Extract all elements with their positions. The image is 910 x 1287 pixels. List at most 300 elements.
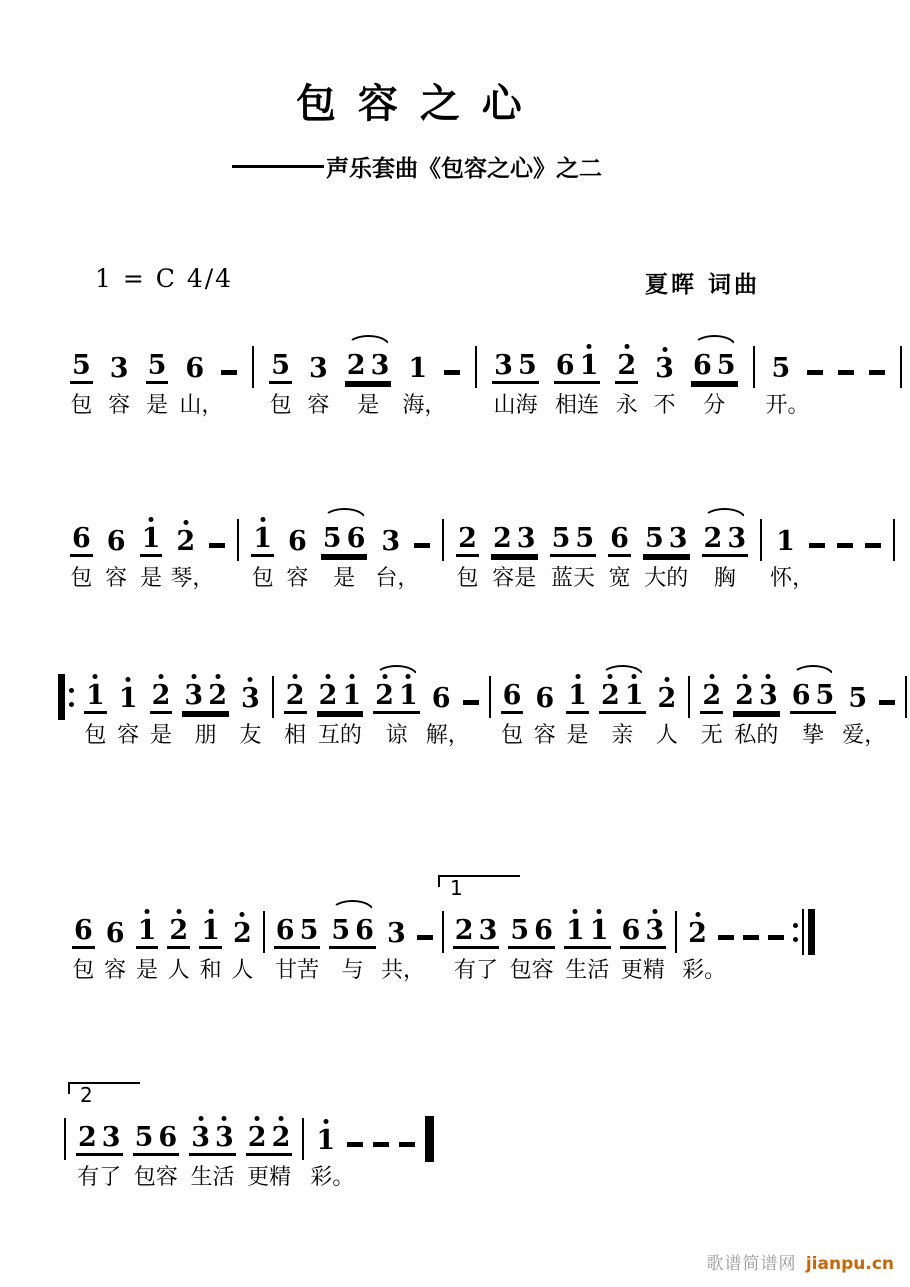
note-row bbox=[221, 346, 237, 384]
slur-space bbox=[385, 895, 408, 911]
note-digit: 5 bbox=[815, 680, 835, 711]
note bbox=[253, 525, 272, 552]
note-digit: 5 bbox=[644, 523, 664, 554]
note-digit: 6 bbox=[791, 680, 811, 711]
lyric: 包 bbox=[456, 566, 479, 591]
note-row bbox=[379, 519, 402, 557]
duration-dash bbox=[347, 1102, 363, 1202]
subtitle bbox=[232, 150, 602, 183]
beam-group bbox=[321, 525, 368, 557]
note-row bbox=[442, 519, 444, 557]
barline-mark bbox=[489, 676, 491, 718]
note bbox=[704, 525, 723, 552]
lyric: 有了 bbox=[77, 1165, 122, 1190]
note bbox=[176, 528, 195, 555]
note-group bbox=[286, 503, 309, 603]
score-line-4 bbox=[72, 876, 815, 995]
octave-dot bbox=[695, 912, 700, 917]
beam-group bbox=[284, 682, 307, 714]
lyric: 包 bbox=[70, 393, 93, 418]
note-digit: 5 bbox=[716, 350, 736, 381]
slur-space bbox=[263, 895, 265, 911]
note-digit: 1 bbox=[118, 683, 138, 714]
note-group bbox=[146, 330, 169, 430]
note-row bbox=[807, 346, 823, 384]
barline bbox=[688, 660, 690, 760]
note-row bbox=[209, 519, 225, 557]
note-group bbox=[691, 330, 738, 430]
lyric: 是 bbox=[135, 958, 158, 983]
slur-space bbox=[809, 503, 825, 519]
note-row bbox=[140, 519, 163, 557]
slur-space bbox=[70, 503, 93, 519]
beam-group bbox=[770, 355, 793, 384]
beam-group bbox=[501, 682, 524, 714]
slur-space bbox=[656, 660, 679, 676]
note-group bbox=[239, 660, 262, 760]
slur-space bbox=[554, 330, 601, 346]
octave-dot bbox=[93, 674, 98, 679]
dash-mark bbox=[865, 543, 881, 548]
note-group bbox=[70, 330, 93, 430]
lyric: 包 bbox=[72, 958, 95, 983]
thick-bar bbox=[58, 674, 65, 720]
beam-group bbox=[456, 525, 479, 557]
note-digit: 1 bbox=[342, 680, 362, 711]
beam-group bbox=[136, 917, 159, 949]
beam-group bbox=[643, 525, 690, 557]
note-group bbox=[643, 503, 690, 603]
slur-space bbox=[533, 660, 556, 676]
beam-group bbox=[733, 682, 780, 714]
note-row bbox=[869, 346, 885, 384]
beam-group bbox=[345, 352, 392, 384]
note-group bbox=[682, 895, 727, 995]
slur-space bbox=[475, 330, 477, 346]
note-row bbox=[399, 1118, 415, 1156]
note-digit: 2 bbox=[285, 680, 305, 711]
duration-dash bbox=[743, 895, 759, 995]
note-digit: 5 bbox=[72, 350, 91, 381]
note-group bbox=[117, 660, 140, 760]
note-row bbox=[554, 346, 601, 384]
slur-space bbox=[743, 895, 759, 911]
note bbox=[535, 685, 554, 712]
octave-dot bbox=[191, 674, 196, 679]
note bbox=[568, 682, 587, 709]
note-row bbox=[599, 676, 646, 714]
note-digit: 1 bbox=[579, 350, 599, 381]
note bbox=[86, 682, 105, 709]
barline-mark bbox=[302, 1118, 304, 1160]
note-digit: 6 bbox=[610, 523, 629, 554]
note-row bbox=[252, 346, 254, 384]
slur-space bbox=[608, 503, 631, 519]
slur-space bbox=[406, 330, 429, 346]
dash-mark bbox=[444, 370, 460, 375]
note-digit: 3 bbox=[308, 353, 328, 384]
lyric: 无 bbox=[700, 723, 723, 748]
lyric: 人 bbox=[167, 958, 190, 983]
note bbox=[556, 352, 575, 379]
note-row bbox=[174, 519, 197, 557]
note-group bbox=[136, 895, 159, 995]
note bbox=[158, 1124, 177, 1151]
beam-group bbox=[117, 685, 140, 714]
note-row bbox=[329, 911, 376, 949]
note-row bbox=[793, 911, 815, 949]
note-group bbox=[274, 895, 321, 995]
duration-dash bbox=[444, 330, 460, 430]
slur-space bbox=[879, 660, 895, 676]
note-digit: 2 bbox=[688, 918, 707, 949]
note-row bbox=[643, 519, 690, 557]
slur-space bbox=[620, 895, 667, 911]
barline bbox=[442, 503, 444, 603]
duration-dash bbox=[869, 330, 885, 430]
note-group bbox=[491, 503, 538, 603]
note bbox=[566, 917, 585, 944]
note-digit: 5 bbox=[299, 915, 319, 946]
note-digit: 1 bbox=[316, 1125, 336, 1156]
note bbox=[72, 352, 91, 379]
note bbox=[208, 682, 227, 709]
slur-space bbox=[865, 503, 881, 519]
note bbox=[288, 528, 307, 555]
note-row bbox=[508, 911, 555, 949]
slur-space bbox=[221, 330, 237, 346]
barline bbox=[237, 503, 239, 603]
lyric: 和 bbox=[199, 958, 222, 983]
duration-dash bbox=[399, 1102, 415, 1202]
slur-space bbox=[252, 330, 254, 346]
slur-space bbox=[768, 895, 784, 911]
note bbox=[717, 352, 736, 379]
note-digit: 2 bbox=[617, 350, 637, 381]
lyric: 相连 bbox=[555, 393, 600, 418]
dash-mark bbox=[879, 700, 895, 705]
lyric: 大的 bbox=[644, 566, 689, 591]
note-row bbox=[700, 676, 723, 714]
note bbox=[241, 685, 260, 712]
beam-group bbox=[269, 352, 292, 384]
note-group bbox=[608, 503, 631, 603]
duration-dash bbox=[837, 503, 853, 603]
slur-space bbox=[444, 330, 460, 346]
barline bbox=[675, 895, 677, 995]
slur-space bbox=[599, 660, 646, 676]
note-group bbox=[620, 895, 667, 995]
slur-space bbox=[286, 503, 309, 519]
note-row bbox=[117, 676, 140, 714]
note-digit: 5 bbox=[331, 915, 351, 946]
note-row bbox=[492, 346, 539, 384]
slur-space bbox=[272, 660, 274, 676]
note bbox=[645, 917, 664, 944]
note-digit: 6 bbox=[502, 680, 522, 711]
note-row bbox=[463, 676, 479, 714]
lyric: 是 bbox=[333, 566, 356, 591]
slur-space bbox=[688, 660, 690, 676]
note-group bbox=[702, 503, 749, 603]
slur-space bbox=[760, 503, 762, 519]
note bbox=[316, 1127, 335, 1154]
note bbox=[106, 920, 125, 947]
dash-mark bbox=[347, 1142, 363, 1147]
note bbox=[645, 525, 664, 552]
note-row bbox=[444, 346, 460, 384]
note-digit: 2 bbox=[346, 350, 366, 381]
note-digit: 5 bbox=[147, 350, 167, 381]
note-digit: 5 bbox=[510, 915, 530, 946]
note-digit: 6 bbox=[105, 918, 125, 949]
duration-dash bbox=[879, 660, 895, 760]
note-row bbox=[167, 911, 190, 949]
lyric: 朋 bbox=[194, 723, 217, 748]
beam-group bbox=[564, 917, 611, 949]
lyric: 包容 bbox=[509, 958, 554, 983]
note-row bbox=[373, 1118, 389, 1156]
octave-dot bbox=[586, 344, 591, 349]
note-group bbox=[321, 503, 368, 603]
note bbox=[138, 917, 157, 944]
note bbox=[655, 355, 674, 382]
beam-group bbox=[76, 1124, 123, 1156]
note-group bbox=[246, 1102, 293, 1202]
beam-group bbox=[620, 917, 667, 949]
note-row bbox=[430, 676, 453, 714]
note bbox=[347, 352, 366, 379]
note bbox=[142, 525, 161, 552]
slur-space bbox=[373, 660, 420, 676]
note-row bbox=[70, 346, 93, 384]
slur-arc bbox=[331, 900, 374, 911]
slur-space bbox=[837, 503, 853, 519]
note-digit: 6 bbox=[621, 915, 641, 946]
note-digit: 1 bbox=[141, 523, 161, 554]
note-row bbox=[475, 346, 477, 384]
note-row bbox=[284, 676, 307, 714]
octave-dot bbox=[406, 674, 411, 679]
beam-group bbox=[133, 1124, 180, 1156]
octave-dot bbox=[198, 1116, 203, 1121]
lyric: 怀， bbox=[770, 566, 815, 591]
note-digit: 6 bbox=[534, 915, 553, 946]
score-line-2 bbox=[70, 503, 895, 603]
slur-space bbox=[70, 330, 93, 346]
beam-group bbox=[790, 682, 837, 714]
note-digit: 6 bbox=[555, 350, 575, 381]
volta-label: 2 bbox=[80, 1083, 93, 1107]
lyric: 容 bbox=[286, 566, 309, 591]
octave-dot bbox=[126, 677, 131, 682]
beam-group bbox=[84, 682, 107, 714]
duration-dash bbox=[807, 330, 823, 430]
note-digit: 2 bbox=[375, 680, 394, 711]
note bbox=[371, 352, 390, 379]
note-row bbox=[237, 519, 239, 557]
beam-group bbox=[231, 920, 254, 949]
beam-group bbox=[72, 917, 95, 949]
note-row bbox=[345, 346, 392, 384]
lyric: 包 bbox=[251, 566, 274, 591]
slur-space bbox=[869, 330, 885, 346]
barline-mark bbox=[893, 519, 895, 561]
beam-group bbox=[70, 352, 93, 384]
dash-mark bbox=[209, 543, 225, 548]
slur-space bbox=[905, 660, 907, 676]
note-row bbox=[489, 676, 491, 714]
octave-dot bbox=[278, 1116, 283, 1121]
note-group bbox=[733, 660, 780, 760]
note-digit: 2 bbox=[247, 1122, 267, 1153]
note-row bbox=[566, 676, 589, 714]
note bbox=[276, 917, 295, 944]
note-row bbox=[675, 911, 677, 949]
lyric: 台， bbox=[375, 566, 420, 591]
note bbox=[191, 1124, 210, 1151]
lyric: 不 bbox=[653, 393, 676, 418]
slur-space bbox=[64, 1102, 66, 1118]
lyric: 容 bbox=[108, 393, 131, 418]
barline bbox=[263, 895, 265, 995]
note-row bbox=[620, 911, 667, 949]
note-group bbox=[656, 660, 679, 760]
note-row bbox=[456, 519, 479, 557]
note-digit: 5 bbox=[771, 353, 791, 384]
note-row bbox=[64, 1118, 66, 1156]
note-digit: 3 bbox=[645, 915, 665, 946]
beam-group bbox=[406, 355, 429, 384]
beam-group bbox=[774, 528, 797, 557]
note bbox=[102, 1124, 121, 1151]
note-digit: 5 bbox=[517, 350, 537, 381]
slur-space bbox=[900, 330, 902, 346]
note bbox=[517, 525, 536, 552]
note-group bbox=[269, 330, 292, 430]
note-digit: 6 bbox=[692, 350, 712, 381]
watermark bbox=[706, 1249, 894, 1274]
octave-dot bbox=[325, 674, 330, 679]
note bbox=[776, 528, 795, 555]
note-row bbox=[70, 519, 93, 557]
slur-arc bbox=[323, 508, 366, 519]
lyric: 容 bbox=[104, 958, 127, 983]
lyric: 与 bbox=[341, 958, 364, 983]
dash-mark bbox=[837, 543, 853, 548]
note bbox=[518, 352, 537, 379]
slur-space bbox=[317, 660, 364, 676]
note bbox=[510, 917, 529, 944]
note-row bbox=[146, 346, 169, 384]
note bbox=[503, 682, 522, 709]
note-digit: 5 bbox=[134, 1122, 154, 1153]
slur-space bbox=[108, 330, 131, 346]
note-row bbox=[691, 346, 738, 384]
note-digit: 6 bbox=[346, 523, 366, 554]
note-group bbox=[104, 895, 127, 995]
duration-dash bbox=[768, 895, 784, 995]
note-row bbox=[608, 519, 631, 557]
note-row bbox=[314, 1118, 337, 1156]
slur-space bbox=[893, 503, 895, 519]
dash-mark bbox=[414, 543, 430, 548]
lyric: 山， bbox=[179, 393, 224, 418]
note bbox=[617, 352, 636, 379]
beam-group bbox=[317, 682, 364, 714]
lyric: 容 bbox=[105, 566, 128, 591]
note-group bbox=[167, 895, 190, 995]
note bbox=[331, 917, 350, 944]
octave-dot bbox=[222, 1116, 227, 1121]
note-row bbox=[72, 911, 95, 949]
note-row bbox=[686, 911, 709, 949]
note-row bbox=[231, 911, 254, 949]
note-group bbox=[284, 660, 307, 760]
octave-dot bbox=[709, 674, 714, 679]
note bbox=[590, 917, 609, 944]
octave-dot bbox=[624, 344, 629, 349]
note-row bbox=[58, 676, 74, 714]
octave-dot bbox=[240, 912, 245, 917]
note-group bbox=[842, 660, 887, 760]
duration-dash bbox=[463, 660, 479, 760]
slur-space bbox=[373, 1102, 389, 1118]
note-group bbox=[345, 330, 392, 430]
barline-mark bbox=[760, 519, 762, 561]
dash-mark bbox=[743, 935, 759, 940]
octave-dot bbox=[176, 909, 181, 914]
note-digit: 2 bbox=[454, 915, 474, 946]
note-row bbox=[133, 1118, 180, 1156]
note-digit: 5 bbox=[575, 523, 595, 554]
note-row bbox=[702, 519, 749, 557]
note-group bbox=[108, 330, 131, 430]
barline bbox=[900, 330, 902, 430]
slur-space bbox=[246, 1102, 293, 1118]
slur-space bbox=[174, 503, 197, 519]
note-digit: 2 bbox=[492, 523, 512, 554]
note-digit: 1 bbox=[408, 353, 428, 384]
lyric: 容 bbox=[533, 723, 556, 748]
note-digit: 6 bbox=[431, 683, 451, 714]
octave-dot bbox=[248, 677, 253, 682]
note bbox=[381, 528, 400, 555]
note-digit: 5 bbox=[271, 350, 290, 381]
note-row bbox=[905, 676, 907, 714]
slur-space bbox=[508, 895, 555, 911]
note-digit: 2 bbox=[318, 680, 338, 711]
slur-space bbox=[189, 1102, 236, 1118]
lyric: 彩。 bbox=[310, 1165, 355, 1190]
lyric: 解， bbox=[425, 723, 470, 748]
note-row bbox=[790, 676, 837, 714]
note-digit: 1 bbox=[568, 680, 587, 711]
note bbox=[669, 525, 688, 552]
volta-label: 1 bbox=[450, 876, 463, 900]
lyric: 蓝天 bbox=[550, 566, 595, 591]
beam-group bbox=[599, 682, 646, 714]
note-group bbox=[492, 330, 539, 430]
dash-mark bbox=[221, 370, 237, 375]
note-group bbox=[140, 503, 163, 603]
barline bbox=[760, 503, 762, 603]
slur-space bbox=[691, 330, 738, 346]
lyric: 互的 bbox=[317, 723, 362, 748]
slur-arc bbox=[792, 665, 835, 676]
note-row bbox=[347, 1118, 363, 1156]
barline bbox=[64, 1102, 66, 1202]
